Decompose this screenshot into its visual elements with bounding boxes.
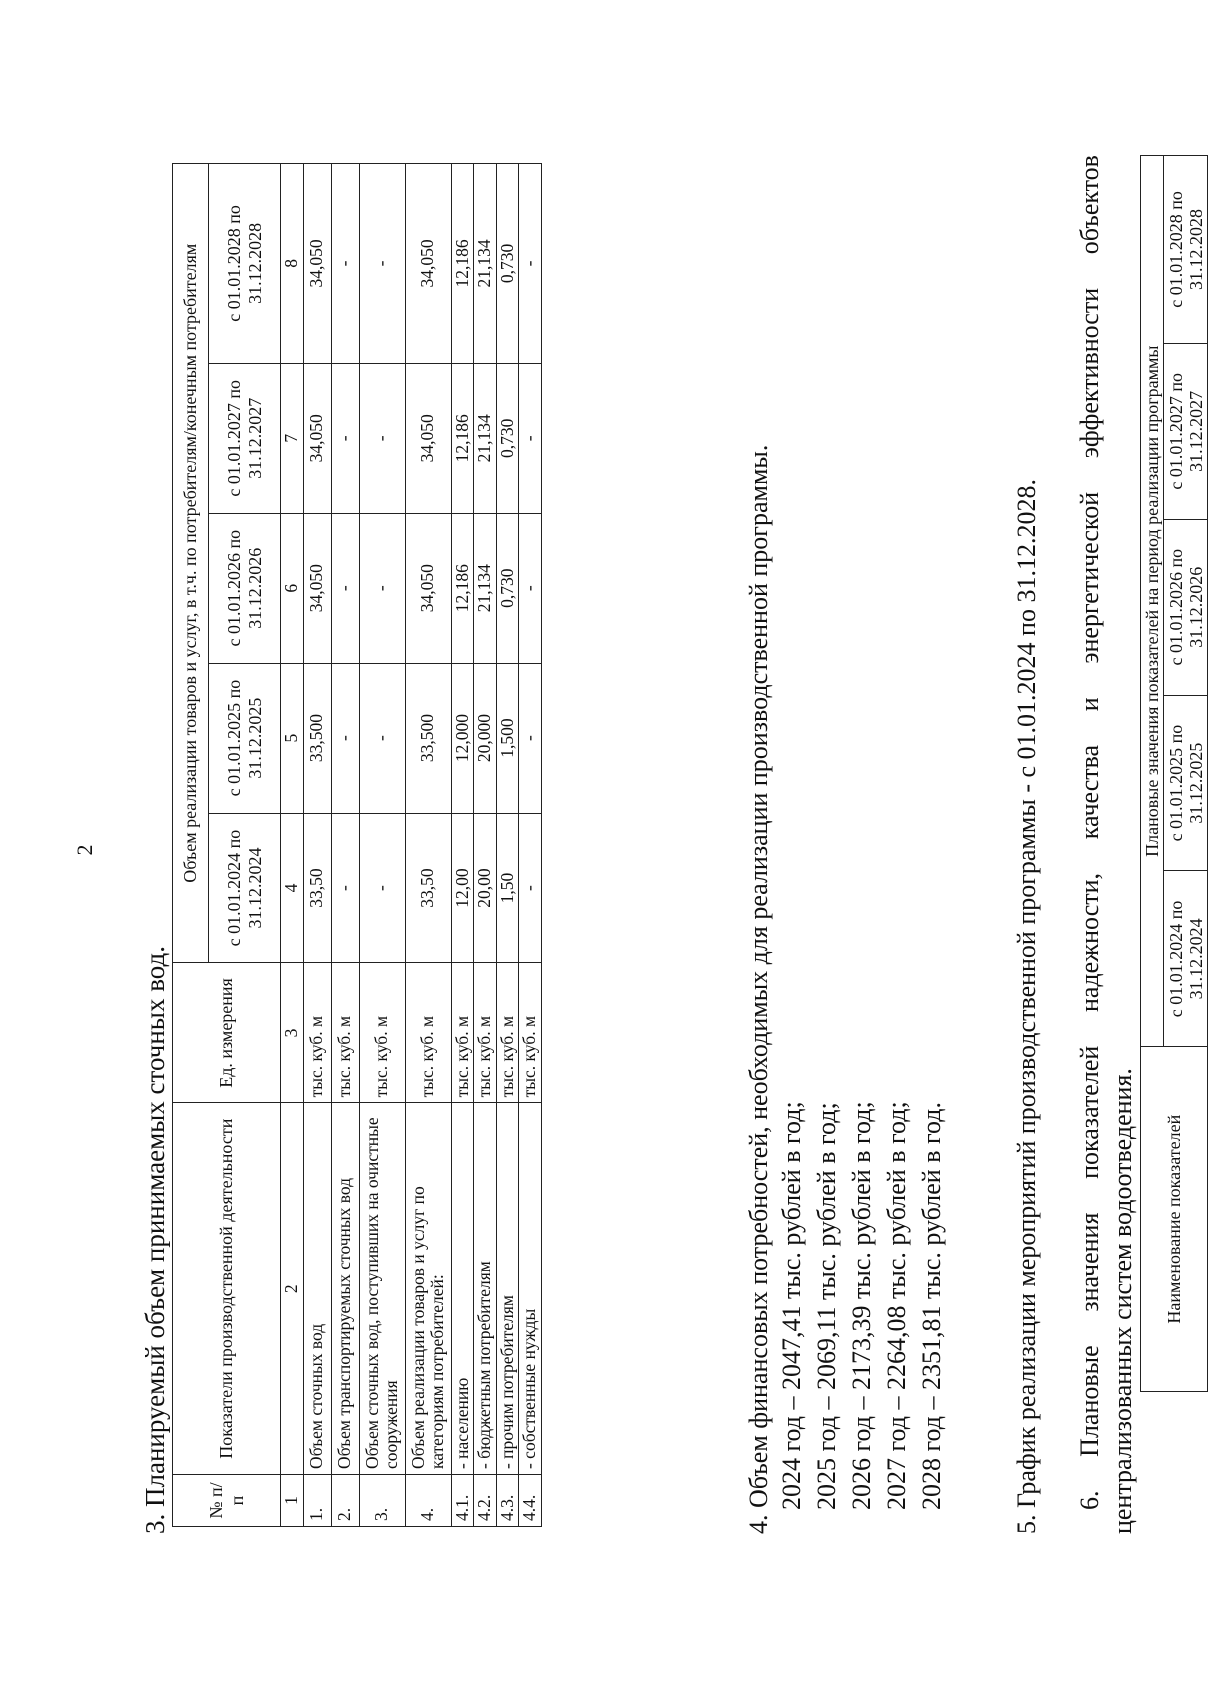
row-value: -	[519, 164, 542, 364]
section-6-word: надежности,	[1075, 872, 1104, 1013]
row-value: 21,134	[474, 513, 497, 663]
row-unit: тыс. куб. м	[331, 963, 359, 1103]
section-6-title-line1	[1075, 155, 1105, 1510]
row-number: 2.	[331, 1475, 359, 1527]
row-value: 34,050	[405, 363, 451, 513]
row-value: 20,000	[474, 663, 497, 813]
row-unit: тыс. куб. м	[303, 963, 331, 1103]
row-value: 34,050	[303, 513, 331, 663]
header-period: с 01.01.2026 по 31.12.2026	[1164, 519, 1208, 695]
column-number: 1	[281, 1475, 304, 1527]
table-row	[331, 164, 359, 1527]
row-unit: тыс. куб. м	[359, 963, 405, 1103]
table-row	[519, 164, 542, 1527]
row-value: 12,186	[451, 363, 474, 513]
section-6-word: значения	[1075, 1212, 1104, 1312]
column-number: 4	[281, 813, 304, 963]
row-value: -	[359, 513, 405, 663]
page-number: 2	[72, 844, 97, 856]
table-row	[496, 164, 519, 1527]
financial-year-line: 2024 год – 2047,41 тыс. рублей в год;	[777, 1101, 806, 1510]
section-6-word: энергетической	[1075, 491, 1104, 664]
row-value: 20,00	[474, 813, 497, 963]
row-value: 33,500	[303, 663, 331, 813]
reliability-indicators-table	[1140, 155, 1208, 1392]
header-indicator: Показатели производственной деятельности	[173, 1103, 281, 1475]
section-6-word: 6.	[1075, 1490, 1104, 1510]
header-period: с 01.01.2025 по 31.12.2025	[1164, 695, 1208, 871]
table-row	[451, 164, 474, 1527]
column-number: 2	[281, 1103, 304, 1475]
row-value: -	[359, 813, 405, 963]
row-value: -	[519, 813, 542, 963]
row-value: 33,50	[303, 813, 331, 963]
row-value: 12,186	[451, 164, 474, 364]
header-planned-values: Плановые значения показателей на период реализации программы	[1141, 156, 1164, 1047]
row-number: 4.1.	[451, 1475, 474, 1527]
column-number: 7	[281, 363, 304, 513]
row-value: -	[331, 164, 359, 364]
row-unit: тыс. куб. м	[451, 963, 474, 1103]
row-value: 34,050	[303, 363, 331, 513]
section-6-word: объектов	[1075, 155, 1104, 255]
header-volume-group: Объем реализации товаров и услуг, в т.ч. по потребителям/конечным потребителям	[173, 164, 209, 963]
row-value: 12,00	[451, 813, 474, 963]
financial-year-line: 2025 год – 2069,11 тыс. рублей в год;	[812, 1102, 841, 1510]
header-period: с 01.01.2027 по 31.12.2027	[1164, 343, 1208, 519]
row-value: -	[359, 363, 405, 513]
section-6-word: показателей	[1075, 1045, 1104, 1179]
row-value: 21,134	[474, 164, 497, 364]
table-row	[359, 164, 405, 1527]
row-value: -	[359, 663, 405, 813]
section-6-title-line2: централизованных систем водоотведения.	[1108, 1068, 1137, 1534]
section-5-title: 5. График реализации мероприятий производственной программы - с 01.01.2024 по 31.12.2028.	[1012, 479, 1041, 1534]
row-number: 4.	[405, 1475, 451, 1527]
wastewater-volume-table	[172, 163, 542, 1527]
row-unit: тыс. куб. м	[519, 963, 542, 1103]
table-row	[474, 164, 497, 1527]
row-number: 1.	[303, 1475, 331, 1527]
row-indicator-name: Объем сточных вод, поступивших на очистные сооружения	[359, 1103, 405, 1475]
header-num: № п/п	[173, 1475, 281, 1527]
header-period: с 01.01.2028 по 31.12.2028	[209, 164, 281, 364]
row-indicator-name: Объем реализации товаров и услуг по категориям потребителей:	[405, 1103, 451, 1475]
row-value: 0,730	[496, 164, 519, 364]
table-row	[303, 164, 331, 1527]
header-unit: Ед. измерения	[173, 963, 281, 1103]
row-indicator-name: - собственные нужды	[519, 1103, 542, 1475]
row-value: -	[331, 813, 359, 963]
table-row	[405, 164, 451, 1527]
row-value: 1,500	[496, 663, 519, 813]
row-value: 34,050	[303, 164, 331, 364]
row-value: 33,500	[405, 663, 451, 813]
column-number: 8	[281, 164, 304, 364]
section-6-word: эффективности	[1075, 287, 1104, 459]
header-indicator-name: Наименование показателей	[1141, 1047, 1208, 1392]
row-value: -	[519, 663, 542, 813]
column-number: 5	[281, 663, 304, 813]
financial-year-line: 2027 год – 2264,08 тыс. рублей в год;	[882, 1101, 911, 1510]
financial-year-line: 2026 год – 2173,39 тыс. рублей в год;	[847, 1101, 876, 1510]
row-indicator-name: Объем сточных вод	[303, 1103, 331, 1475]
row-number: 4.4.	[519, 1475, 542, 1527]
row-value: -	[519, 363, 542, 513]
row-value: -	[331, 363, 359, 513]
column-number: 3	[281, 963, 304, 1103]
row-value: 1,50	[496, 813, 519, 963]
row-value: 0,730	[496, 513, 519, 663]
row-indicator-name: Объем транспортируемых сточных вод	[331, 1103, 359, 1475]
column-number-row	[281, 164, 304, 1527]
row-unit: тыс. куб. м	[496, 963, 519, 1103]
row-indicator-name: - бюджетным потребителям	[474, 1103, 497, 1475]
section-6-word: качества	[1075, 744, 1104, 840]
row-value: 21,134	[474, 363, 497, 513]
header-period: с 01.01.2026 по 31.12.2026	[209, 513, 281, 663]
row-value: -	[519, 513, 542, 663]
row-indicator-name: - населению	[451, 1103, 474, 1475]
row-unit: тыс. куб. м	[405, 963, 451, 1103]
header-period: с 01.01.2024 по 31.12.2024	[209, 813, 281, 963]
row-value: 12,186	[451, 513, 474, 663]
header-period: с 01.01.2025 по 31.12.2025	[209, 663, 281, 813]
row-value: -	[331, 513, 359, 663]
row-value: 0,730	[496, 363, 519, 513]
row-value: -	[359, 164, 405, 364]
row-value: 34,050	[405, 164, 451, 364]
header-period: с 01.01.2024 по 31.12.2024	[1164, 871, 1208, 1047]
row-number: 4.3.	[496, 1475, 519, 1527]
section-3-title: 3. Планируемый объем принимаемых сточных вод.	[140, 946, 170, 1534]
section-4-title: 4. Объем финансовых потребностей, необходимых для реализации производственной программы.	[744, 444, 773, 1534]
row-indicator-name: - прочим потребителям	[496, 1103, 519, 1475]
section-6-word: Плановые	[1075, 1345, 1104, 1457]
row-value: 33,50	[405, 813, 451, 963]
row-value: 34,050	[405, 513, 451, 663]
row-number: 3.	[359, 1475, 405, 1527]
financial-year-line: 2028 год – 2351,81 тыс. рублей в год.	[917, 1102, 946, 1510]
row-value: 12,000	[451, 663, 474, 813]
column-number: 6	[281, 513, 304, 663]
section-6-word: и	[1075, 697, 1104, 712]
header-period: с 01.01.2027 по 31.12.2027	[209, 363, 281, 513]
row-unit: тыс. куб. м	[474, 963, 497, 1103]
row-number: 4.2.	[474, 1475, 497, 1527]
header-period: с 01.01.2028 по 31.12.2028	[1164, 156, 1208, 344]
row-value: -	[331, 663, 359, 813]
